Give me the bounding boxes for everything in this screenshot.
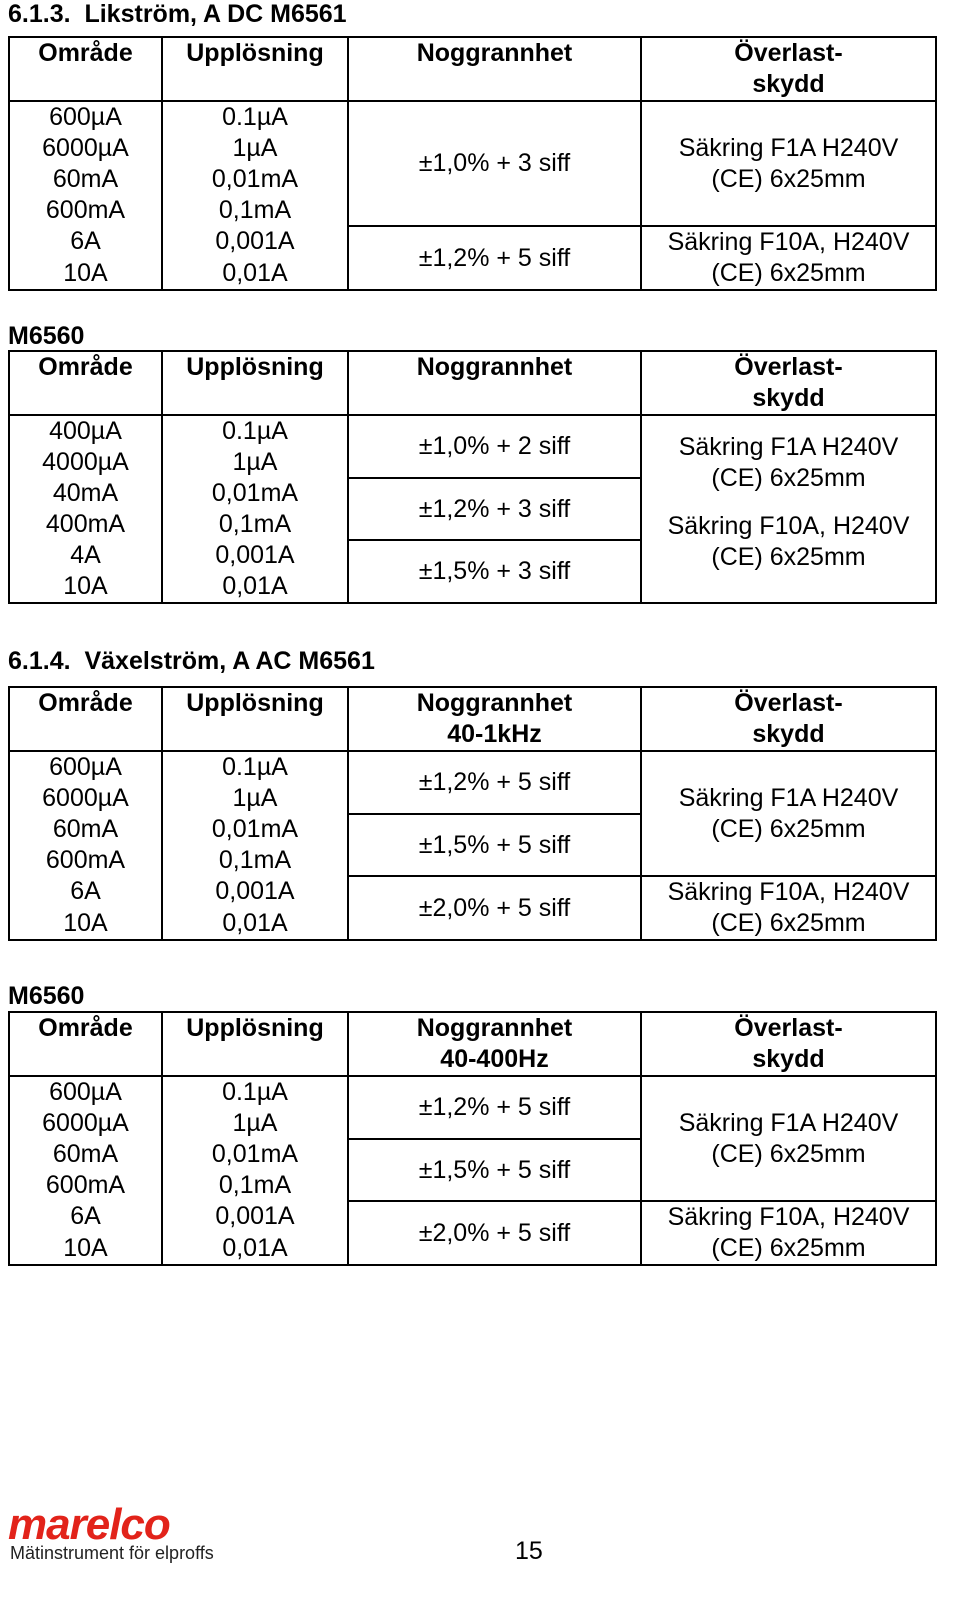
section-heading-ac [8, 647, 375, 675]
resolution-cell: 0,01A [162, 571, 348, 603]
range-cell: 600µA [9, 1076, 162, 1108]
ac-m6560-table [8, 1011, 937, 1266]
dc-m6560-table [8, 350, 937, 604]
range-cell: 600mA [9, 195, 162, 226]
header-accuracy: Noggrannhet 40-1kHz [348, 687, 641, 751]
table-row [9, 226, 936, 257]
range-cell: 60mA [9, 814, 162, 845]
header-overload: Överlast- skydd [641, 37, 936, 101]
range-cell: 400mA [9, 509, 162, 540]
protection-cell: Säkring F10A, H240V (CE) 6x25mm [641, 226, 936, 290]
accuracy-cell: ±1,2% + 3 siff [348, 478, 641, 540]
accuracy-cell: ±2,0% + 5 siff [348, 1201, 641, 1265]
logo-wordmark: marelco [8, 1500, 170, 1549]
resolution-cell: 0.1µA [162, 415, 348, 447]
table-row [9, 101, 936, 133]
accuracy-cell: ±1,0% + 3 siff [348, 101, 641, 226]
table-header-row [9, 351, 936, 415]
resolution-cell: 1µA [162, 447, 348, 478]
range-cell: 10A [9, 257, 162, 290]
header-resolution: Upplösning [162, 687, 348, 751]
resolution-cell: 1µA [162, 1108, 348, 1139]
resolution-cell: 0.1µA [162, 1076, 348, 1108]
resolution-cell: 0,1mA [162, 845, 348, 876]
accuracy-cell: ±1,5% + 3 siff [348, 540, 641, 603]
resolution-cell: 0.1µA [162, 751, 348, 783]
model-heading: M6560 [8, 322, 85, 350]
resolution-cell: 1µA [162, 133, 348, 164]
table-header-row [9, 37, 936, 101]
range-cell: 60mA [9, 164, 162, 195]
protection-cell: Säkring F1A H240V (CE) 6x25mm [641, 751, 936, 876]
range-cell: 4000µA [9, 447, 162, 478]
header-range: Område [9, 351, 162, 415]
resolution-cell: 0,1mA [162, 509, 348, 540]
range-cell: 6000µA [9, 1108, 162, 1139]
range-cell: 6A [9, 1201, 162, 1232]
header-resolution: Upplösning [162, 1012, 348, 1076]
protection-cell: Säkring F10A, H240V (CE) 6x25mm [641, 1201, 936, 1265]
range-cell: 6A [9, 226, 162, 257]
range-cell: 400µA [9, 415, 162, 447]
resolution-cell: 0,01A [162, 907, 348, 940]
header-overload: Överlast- skydd [641, 1012, 936, 1076]
section-title: Växelström, A AC M6561 [84, 647, 375, 675]
range-cell: 6A [9, 876, 162, 907]
section-title: Likström, A DC M6561 [84, 0, 347, 28]
table-row [9, 1201, 936, 1232]
range-cell: 600mA [9, 1170, 162, 1201]
range-cell: 60mA [9, 1139, 162, 1170]
protection-cell: Säkring F1A H240V (CE) 6x25mm Säkring F10A, H240V (CE) 6x25mm [641, 415, 936, 603]
header-resolution: Upplösning [162, 37, 348, 101]
accuracy-cell: ±1,2% + 5 siff [348, 1076, 641, 1139]
header-overload: Överlast- skydd [641, 687, 936, 751]
marelco-logo [8, 1500, 214, 1563]
section-heading-dc [8, 0, 347, 28]
header-accuracy: Noggrannhet [348, 351, 641, 415]
accuracy-cell: ±1,2% + 5 siff [348, 226, 641, 290]
accuracy-cell: ±1,5% + 5 siff [348, 1139, 641, 1201]
resolution-cell: 0,01mA [162, 814, 348, 845]
header-range: Område [9, 1012, 162, 1076]
range-cell: 6000µA [9, 783, 162, 814]
accuracy-cell: ±2,0% + 5 siff [348, 876, 641, 940]
accuracy-cell: ±1,2% + 5 siff [348, 751, 641, 814]
header-overload: Överlast- skydd [641, 351, 936, 415]
header-accuracy: Noggrannhet [348, 37, 641, 101]
section-number: 6.1.4. [8, 647, 71, 675]
resolution-cell: 0,01mA [162, 164, 348, 195]
table-header-row [9, 687, 936, 751]
model-heading: M6560 [8, 982, 85, 1010]
range-cell: 600µA [9, 101, 162, 133]
resolution-cell: 0,01mA [162, 1139, 348, 1170]
page-number: 15 [515, 1537, 543, 1565]
resolution-cell: 0,1mA [162, 195, 348, 226]
resolution-cell: 0,1mA [162, 1170, 348, 1201]
section-number: 6.1.3. [8, 0, 71, 28]
resolution-cell: 0,001A [162, 540, 348, 571]
header-resolution: Upplösning [162, 351, 348, 415]
logo-tagline: Mätinstrument för elproffs [10, 1543, 214, 1563]
range-cell: 600mA [9, 845, 162, 876]
range-cell: 40mA [9, 478, 162, 509]
accuracy-cell: ±1,0% + 2 siff [348, 415, 641, 478]
protection-cell: Säkring F1A H240V (CE) 6x25mm [641, 1076, 936, 1201]
range-cell: 10A [9, 571, 162, 603]
range-cell: 4A [9, 540, 162, 571]
resolution-cell: 0.1µA [162, 101, 348, 133]
range-cell: 6000µA [9, 133, 162, 164]
header-accuracy: Noggrannhet 40-400Hz [348, 1012, 641, 1076]
resolution-cell: 0,01mA [162, 478, 348, 509]
header-range: Område [9, 37, 162, 101]
table-row [9, 876, 936, 907]
ac-m6561-table [8, 686, 937, 941]
resolution-cell: 0,001A [162, 1201, 348, 1232]
header-range: Område [9, 687, 162, 751]
accuracy-cell: ±1,5% + 5 siff [348, 814, 641, 876]
resolution-cell: 0,01A [162, 1232, 348, 1265]
table-row [9, 1076, 936, 1108]
protection-cell: Säkring F10A, H240V (CE) 6x25mm [641, 876, 936, 940]
range-cell: 10A [9, 1232, 162, 1265]
dc-m6561-table [8, 36, 937, 291]
range-cell: 600µA [9, 751, 162, 783]
resolution-cell: 0,001A [162, 876, 348, 907]
resolution-cell: 0,01A [162, 257, 348, 290]
table-row [9, 415, 936, 447]
protection-cell: Säkring F1A H240V (CE) 6x25mm [641, 101, 936, 226]
table-header-row [9, 1012, 936, 1076]
resolution-cell: 0,001A [162, 226, 348, 257]
resolution-cell: 1µA [162, 783, 348, 814]
range-cell: 10A [9, 907, 162, 940]
table-row [9, 751, 936, 783]
